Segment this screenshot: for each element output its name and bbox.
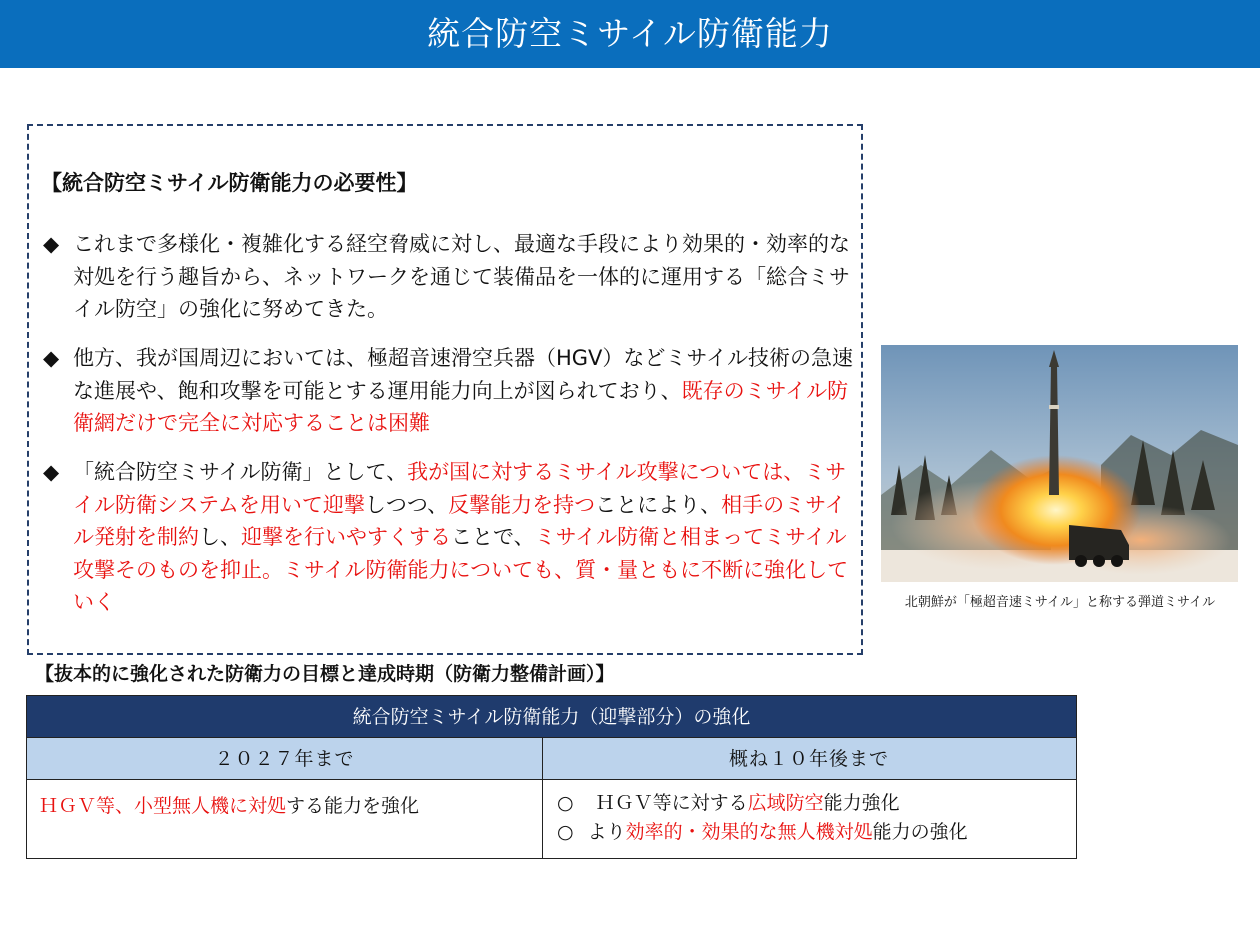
table-title: 統合防空ミサイル防衛能力（迎撃部分）の強化 <box>352 706 751 728</box>
bullet-item <box>43 228 853 326</box>
diamond-bullet-icon: ◆ <box>43 346 60 370</box>
list-item: ○ ＨＧＶ等に対する広域防空能力強化 <box>557 792 900 814</box>
column-header-10-years: 概ね１０年後まで <box>728 748 889 770</box>
bullet-item <box>43 342 853 440</box>
goal-heading: 【抜本的に強化された防衛力の目標と達成時期（防衛力整備計画）】 <box>35 663 615 685</box>
diamond-bullet-icon: ◆ <box>43 232 60 256</box>
diamond-bullet-icon: ◆ <box>43 460 60 484</box>
necessity-box <box>27 124 863 655</box>
bullet-item <box>43 456 853 619</box>
missile-launch-image <box>881 345 1238 582</box>
circle-bullet-icon: ○ <box>557 792 574 814</box>
necessity-heading: 【統合防空ミサイル防衛能力の必要性】 <box>41 171 418 195</box>
bullet-text: 「統合防空ミサイル防衛」として、我が国に対するミサイル攻撃については、ミサイル防衛システムを用いて迎撃しつつ、反撃能力を持つことにより、相手のミサイル発射を制約し、迎撃を行いやすくすることで、ミサイル防衛と相まってミサイル攻撃そのものを抑止。ミサイル防衛能力についても、質・量ともに不断に強化していく <box>73 460 849 614</box>
table-header-row <box>27 738 1076 780</box>
list-item: ○ より効率的・効果的な無人機対処能力の強化 <box>557 821 968 843</box>
table-title-row <box>27 696 1076 738</box>
missile-launch-photo <box>881 345 1238 582</box>
page-title: 統合防空ミサイル防衛能力 <box>0 0 1260 68</box>
photo-caption: 北朝鮮が「極超音速ミサイル」と称する弾道ミサイル <box>904 595 1216 610</box>
goal-cell-10-years <box>543 780 1075 858</box>
bullet-text: 他方、我が国周辺においては、極超音速滑空兵器（HGV）などミサイル技術の急速な進展や、飽和攻撃を可能とする運用能力向上が図られており、既存のミサイル防衛網だけで完全に対応することは困難 <box>73 346 853 435</box>
goal-table <box>26 695 1077 859</box>
circle-bullet-icon: ○ <box>557 821 574 843</box>
table-row <box>27 780 1076 858</box>
column-header-2027: ２０２７年まで <box>27 738 543 779</box>
bullet-text: これまで多様化・複雑化する経空脅威に対し、最適な手段により効果的・効率的な対処を行う趣旨から、ネットワークを通じて装備品を一体的に運用する「総合ミサイル防空」の強化に努めてきた。 <box>73 232 850 321</box>
goal-cell-2027: ＨＧＶ等、小型無人機に対処する能力を強化 <box>27 780 543 858</box>
